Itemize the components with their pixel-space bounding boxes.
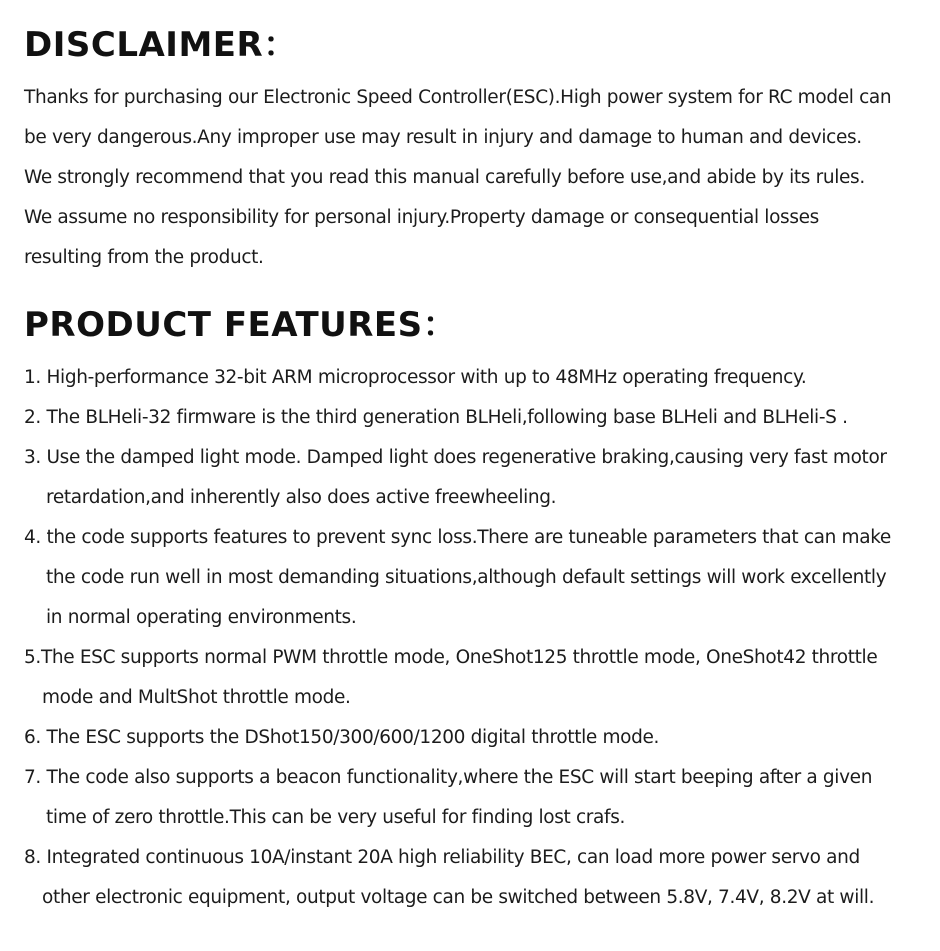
feature-item-4-continued: the code run well in most demanding situations,although default settings will work excellently <box>46 567 887 588</box>
feature-item-6: 6. The ESC supports the DShot150/300/600/1200 digital throttle mode. <box>24 727 660 748</box>
feature-item-2: 2. The BLHeli-32 firmware is the third generation BLHeli,following base BLHeli and BLHeli-S . <box>24 407 848 428</box>
feature-item-1: 1. High-performance 32-bit ARM microprocessor with up to 48MHz operating frequency. <box>24 367 807 388</box>
feature-item-4: 4. the code supports features to prevent sync loss.There are tuneable parameters that can make <box>24 527 891 548</box>
feature-item-3-continued: retardation,and inherently also does active freewheeling. <box>46 487 557 508</box>
features-heading: PRODUCT FEATURES： <box>24 305 458 345</box>
feature-item-8-continued: other electronic equipment, output voltage can be switched between 5.8V, 7.4V, 8.2V at will. <box>42 887 875 908</box>
feature-item-4-continued: in normal operating environments. <box>46 607 357 628</box>
disclaimer-line: be very dangerous.Any improper use may result in injury and damage to human and devices. <box>24 127 862 148</box>
disclaimer-line: We assume no responsibility for personal injury.Property damage or consequential losses <box>24 207 819 228</box>
feature-item-5-continued: mode and MultShot throttle mode. <box>42 687 351 708</box>
disclaimer-line: We strongly recommend that you read this manual carefully before use,and abide by its rules. <box>24 167 865 188</box>
disclaimer-line: Thanks for purchasing our Electronic Speed Controller(ESC).High power system for RC model can <box>24 87 892 108</box>
feature-item-3: 3. Use the damped light mode. Damped light does regenerative braking,causing very fast motor <box>24 447 887 468</box>
feature-item-7: 7. The code also supports a beacon functionality,where the ESC will start beeping after a given <box>24 767 873 788</box>
feature-item-7-continued: time of zero throttle.This can be very useful for finding lost crafs. <box>46 807 626 828</box>
feature-item-8: 8. Integrated continuous 10A/instant 20A high reliability BEC, can load more power servo and <box>24 847 860 868</box>
disclaimer-line: resulting from the product. <box>24 247 264 268</box>
feature-item-5: 5.The ESC supports normal PWM throttle mode, OneShot125 throttle mode, OneShot42 throttle <box>24 647 878 668</box>
disclaimer-heading: DISCLAIMER： <box>24 25 298 65</box>
